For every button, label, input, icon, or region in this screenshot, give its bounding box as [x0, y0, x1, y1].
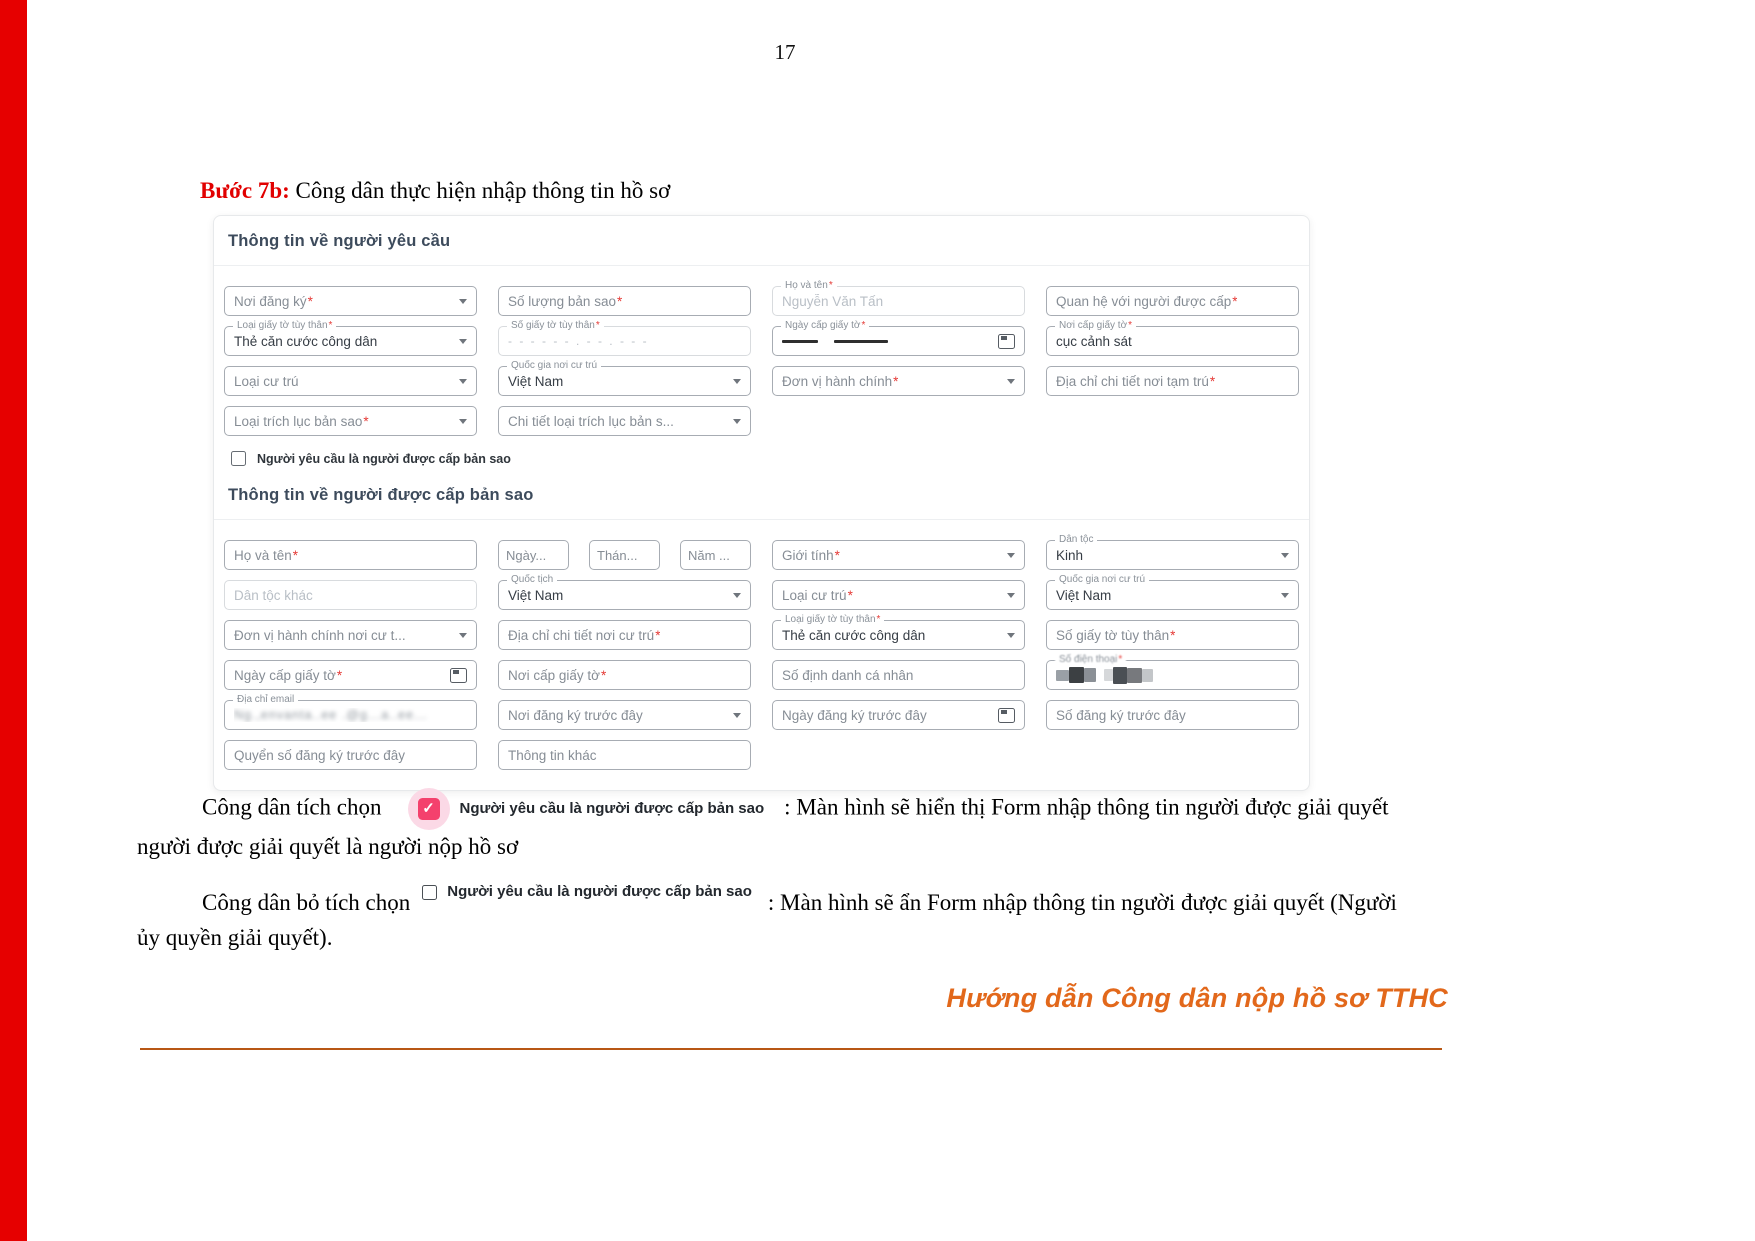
noi-dang-ky-truoc-day-content: [508, 708, 725, 723]
so-dang-ky-truoc-day-content: [1056, 708, 1289, 723]
dia-chi-chi-tiet-noi-tam-tru-content: [1056, 374, 1289, 389]
loai-giay-to-tuy-than-nguoi-duoc-cap-field[interactable]: [772, 614, 1025, 650]
nam-sinh-field[interactable]: [680, 540, 751, 570]
chevron-down-icon: [1007, 379, 1015, 384]
quan-he-voi-nguoi-duoc-cap-content: [1056, 294, 1289, 309]
required-asterisk: *: [847, 587, 853, 603]
dia-chi-chi-tiet-noi-tam-tru-placeholder: Địa chỉ chi tiết nơi tạm trú*: [1056, 373, 1216, 389]
loai-giay-to-tuy-than-value: Thẻ căn cước công dân: [234, 333, 378, 349]
so-dang-ky-truoc-day-placeholder: Số đăng ký trước đây: [1056, 707, 1186, 723]
noi-cap-giay-to-float-label: Nơi cấp giấy tờ*: [1055, 320, 1136, 332]
chevron-down-icon: [1281, 553, 1289, 558]
footer-rule: [140, 1048, 1442, 1050]
quoc-gia-noi-cu-tru-field[interactable]: [498, 360, 751, 396]
so-giay-to-tuy-than-nguoi-duoc-cap-field[interactable]: [1046, 620, 1299, 650]
dia-chi-email-float-label: Địa chỉ email: [233, 694, 298, 706]
figure-checkbox-label: Người yêu cầu là người được cấp bản sao: [447, 883, 752, 901]
dia-chi-email-redacted-value: Ng.,envanta..ee .@g...a..ee...: [234, 708, 428, 722]
so-giay-to-tuy-than-float-label: Số giấy tờ tùy thân*: [507, 320, 604, 332]
loai-cu-tru-content: [234, 374, 451, 389]
nam-sinh-content: [688, 548, 743, 563]
ho-va-ten-nguoi-yeu-cau-float-label: Họ và tên*: [781, 280, 837, 292]
so-dinh-danh-ca-nhan-content: [782, 668, 1015, 683]
ngay-cap-giay-to-content: [782, 340, 990, 343]
ho-va-ten-nguoi-yeu-cau-value: Nguyễn Văn Tấn: [782, 293, 884, 309]
dan-toc-field[interactable]: [1046, 534, 1299, 570]
required-asterisk: *: [595, 320, 600, 331]
noi-dang-ky-truoc-day-placeholder: Nơi đăng ký trước đây: [508, 707, 643, 723]
form-screenshot: [213, 215, 1310, 791]
don-vi-hanh-chinh-placeholder: Đơn vị hành chính*: [782, 373, 899, 389]
document-footer: Hướng dẫn Công dân nộp hồ sơ TTHC: [946, 983, 1448, 1013]
dia-chi-chi-tiet-noi-cu-tru-field[interactable]: [498, 620, 751, 650]
checkbox-halo: [408, 788, 450, 830]
thong-tin-khac-content: [508, 748, 741, 763]
noi-cap-giay-to-nguoi-duoc-cap-content: [508, 668, 741, 683]
so-dien-thoai-pixel-redaction: [1104, 669, 1113, 681]
so-luong-ban-sao-placeholder: Số lượng bản sao*: [508, 293, 623, 309]
loai-cu-tru-field[interactable]: [224, 366, 477, 396]
noi-dang-ky-truoc-day-field[interactable]: [498, 700, 751, 730]
section1-title: Thông tin về người yêu cầu: [228, 232, 451, 250]
so-luong-ban-sao-content: [508, 294, 741, 309]
ngay-sinh-placeholder: Ngày...: [506, 547, 547, 563]
quoc-tich-content: [508, 588, 725, 603]
ngay-cap-giay-to-float-label: Ngày cấp giấy tờ*: [781, 320, 869, 332]
required-asterisk: *: [292, 547, 299, 563]
quyen-so-dang-ky-truoc-day-content: [234, 748, 467, 763]
loai-trich-luc-ban-sao-content: [234, 414, 451, 429]
nam-sinh-placeholder: Năm ...: [688, 547, 730, 563]
required-asterisk: *: [834, 547, 840, 563]
dia-chi-chi-tiet-noi-cu-tru-content: [508, 628, 741, 643]
loai-giay-to-tuy-than-field[interactable]: [224, 320, 477, 356]
ho-va-ten-field[interactable]: [224, 540, 477, 570]
paragraph-check-unselected: [137, 883, 1448, 955]
don-vi-hanh-chinh-content: [782, 374, 999, 389]
required-asterisk: *: [1232, 293, 1238, 309]
so-giay-to-tuy-than-nguoi-duoc-cap-content: [1056, 628, 1289, 643]
quan-he-voi-nguoi-duoc-cap-field[interactable]: [1046, 286, 1299, 316]
noi-cap-giay-to-nguoi-duoc-cap-placeholder: Nơi cấp giấy tờ*: [508, 667, 607, 683]
so-dien-thoai-pixel-redaction: [1113, 667, 1127, 684]
so-dien-thoai-pixel-redaction: [1127, 668, 1142, 683]
ngay-sinh-content: [506, 548, 561, 563]
calendar-icon: [998, 334, 1015, 349]
figure-checkbox-label: Người yêu cầu là người được cấp bản sao: [459, 799, 765, 817]
chevron-down-icon: [733, 379, 741, 384]
gioi-tinh-field[interactable]: [772, 540, 1025, 570]
so-giay-to-tuy-than-field[interactable]: [498, 320, 751, 356]
ngay-cap-giay-to-nguoi-duoc-cap-placeholder: Ngày cấp giấy tờ*: [234, 667, 343, 683]
ngay-sinh-field[interactable]: [498, 540, 569, 570]
so-dinh-danh-ca-nhan-field[interactable]: [772, 660, 1025, 690]
quoc-gia-noi-cu-tru-float-label: Quốc gia nơi cư trú: [507, 360, 601, 372]
chevron-down-icon: [733, 419, 741, 424]
loai-cu-tru-nguoi-duoc-cap-placeholder: Loại cư trú*: [782, 587, 853, 603]
ngay-cap-giay-to-redaction-bar: [834, 340, 888, 343]
thong-tin-khac-placeholder: Thông tin khác: [508, 747, 597, 763]
step-heading: [200, 178, 670, 204]
loai-cu-tru-nguoi-duoc-cap-content: [782, 588, 999, 603]
required-asterisk: *: [876, 614, 881, 625]
requester-fields-grid: [224, 280, 1299, 436]
p2-before: Công dân bỏ tích chọn: [202, 890, 411, 915]
dia-chi-email-field[interactable]: [224, 694, 477, 730]
recipient-fields-grid: [224, 534, 1299, 770]
required-asterisk: *: [616, 293, 623, 309]
ngay-dang-ky-truoc-day-content: [782, 708, 990, 723]
gioi-tinh-content: [782, 548, 999, 563]
loai-trich-luc-ban-sao-placeholder: Loại trích lục bản sao*: [234, 413, 369, 429]
don-vi-hanh-chinh-noi-cu-tru-content: [234, 628, 451, 643]
chevron-down-icon: [733, 713, 741, 718]
thang-sinh-content: [597, 548, 652, 563]
ho-va-ten-nguoi-yeu-cau-content: [782, 294, 1015, 309]
required-asterisk: *: [363, 413, 369, 429]
so-giay-to-tuy-than-redacted-value: - - - - - - . - - . - - -: [508, 334, 649, 348]
chevron-down-icon: [1007, 593, 1015, 598]
loai-trich-luc-ban-sao-field[interactable]: [224, 406, 477, 436]
so-dien-thoai-field[interactable]: [1046, 654, 1299, 690]
thong-tin-khac-field[interactable]: [498, 740, 751, 770]
required-asterisk: *: [601, 667, 607, 683]
dan-toc-khac-field[interactable]: [224, 580, 477, 610]
loai-cu-tru-nguoi-duoc-cap-field[interactable]: [772, 580, 1025, 610]
required-asterisk: *: [1118, 654, 1123, 665]
quoc-tich-field[interactable]: [498, 574, 751, 610]
so-luong-ban-sao-field[interactable]: [498, 286, 751, 316]
ngay-dang-ky-truoc-day-field[interactable]: [772, 700, 1025, 730]
chevron-down-icon: [459, 299, 467, 304]
so-dien-thoai-float-label: Số điện thoại*: [1055, 654, 1126, 666]
quoc-tich-float-label: Quốc tịch: [507, 574, 557, 586]
chi-tiet-loai-trich-luc-ban-sao-placeholder: Chi tiết loại trích lục bản s...: [508, 413, 674, 429]
so-giay-to-tuy-than-nguoi-duoc-cap-placeholder: Số giấy tờ tùy thân*: [1056, 627, 1176, 643]
chi-tiet-loai-trich-luc-ban-sao-content: [508, 414, 725, 429]
noi-dang-ky-content: [234, 294, 451, 309]
thang-sinh-placeholder: Thán...: [597, 547, 638, 563]
section1-divider: [214, 265, 1309, 266]
loai-giay-to-tuy-than-float-label: Loại giấy tờ tùy thân*: [233, 320, 336, 332]
unchecked-checkbox-icon: [422, 885, 437, 900]
required-asterisk: *: [307, 293, 313, 309]
quoc-gia-noi-cu-tru-nguoi-duoc-cap-content: [1056, 588, 1273, 603]
noi-dang-ky-field[interactable]: [224, 286, 477, 316]
required-asterisk: *: [1209, 373, 1216, 389]
quoc-gia-noi-cu-tru-content: [508, 374, 725, 389]
noi-cap-giay-to-field[interactable]: [1046, 320, 1299, 356]
don-vi-hanh-chinh-noi-cu-tru-field[interactable]: [224, 620, 477, 650]
required-asterisk: *: [828, 280, 833, 291]
dan-toc-content: [1056, 548, 1273, 563]
dan-toc-khac-placeholder: Dân tộc khác: [234, 587, 313, 603]
chevron-down-icon: [733, 593, 741, 598]
chevron-down-icon: [459, 379, 467, 384]
dan-toc-float-label: Dân tộc: [1055, 534, 1097, 546]
p1-after: : Màn hình sẽ hiển thị Form nhập thông tin người được giải quyết: [784, 794, 1389, 820]
so-dinh-danh-ca-nhan-placeholder: Số định danh cá nhân: [782, 667, 914, 683]
chevron-down-icon: [459, 419, 467, 424]
noi-cap-giay-to-content: [1056, 334, 1289, 349]
quan-he-voi-nguoi-duoc-cap-placeholder: Quan hệ với người được cấp*: [1056, 293, 1238, 309]
don-vi-hanh-chinh-noi-cu-tru-placeholder: Đơn vị hành chính nơi cư t...: [234, 627, 406, 643]
quoc-gia-noi-cu-tru-nguoi-duoc-cap-float-label: Quốc gia nơi cư trú: [1055, 574, 1149, 586]
noi-cap-giay-to-nguoi-duoc-cap-field[interactable]: [498, 660, 751, 690]
chevron-down-icon: [1007, 553, 1015, 558]
checkbox-icon[interactable]: [231, 451, 246, 466]
step-text: Công dân thực hiện nhập thông tin hồ sơ: [289, 178, 671, 203]
dia-chi-chi-tiet-noi-cu-tru-placeholder: Địa chỉ chi tiết nơi cư trú*: [508, 627, 661, 643]
dan-toc-khac-content: [234, 588, 467, 603]
checked-checkbox-figure: [408, 788, 765, 830]
noi-cap-giay-to-value: cục cảnh sát: [1056, 333, 1132, 349]
calendar-icon: [450, 668, 467, 683]
noi-dang-ky-placeholder: Nơi đăng ký*: [234, 293, 313, 309]
required-asterisk: *: [893, 373, 899, 389]
requester-is-recipient-checkbox[interactable]: [231, 451, 1299, 466]
so-dien-thoai-pixel-redaction: [1142, 669, 1153, 682]
ho-va-ten-placeholder: Họ và tên*: [234, 547, 299, 563]
ho-va-ten-content: [234, 548, 467, 563]
checkbox-label: Người yêu cầu là người được cấp bản sao: [257, 451, 511, 466]
left-red-strip: [0, 0, 27, 1241]
required-asterisk: *: [328, 320, 333, 331]
required-asterisk: *: [861, 320, 866, 331]
gioi-tinh-placeholder: Giới tính*: [782, 547, 840, 563]
chevron-down-icon: [1007, 633, 1015, 638]
dan-toc-value: Kinh: [1056, 547, 1084, 563]
loai-giay-to-tuy-than-nguoi-duoc-cap-value: Thẻ căn cước công dân: [782, 627, 926, 643]
checked-checkbox-icon: ✓: [418, 798, 440, 820]
loai-giay-to-tuy-than-nguoi-duoc-cap-float-label: Loại giấy tờ tùy thân*: [781, 614, 884, 626]
quyen-so-dang-ky-truoc-day-field[interactable]: [224, 740, 477, 770]
unchecked-checkbox-figure: [422, 881, 752, 904]
quyen-so-dang-ky-truoc-day-placeholder: Quyển số đăng ký trước đây: [234, 747, 405, 763]
so-dien-thoai-pixel-redaction: [1069, 667, 1084, 683]
p1-before: Công dân tích chọn: [202, 794, 382, 820]
so-dien-thoai-pixel-redaction: [1084, 668, 1096, 682]
section2-divider: [214, 519, 1309, 520]
loai-cu-tru-placeholder: Loại cư trú: [234, 373, 299, 389]
loai-giay-to-tuy-than-content: [234, 334, 451, 349]
step-label: Bước 7b:: [200, 178, 290, 203]
chi-tiet-loai-trich-luc-ban-sao-field[interactable]: [498, 406, 751, 436]
page-number: 17: [774, 40, 796, 64]
section2-title: Thông tin về người được cấp bản sao: [228, 486, 534, 504]
so-dien-thoai-pixel-redaction: [1056, 670, 1069, 681]
so-dien-thoai-content: [1056, 667, 1289, 684]
chevron-down-icon: [1281, 593, 1289, 598]
required-asterisk: *: [1128, 320, 1133, 331]
ngay-cap-giay-to-nguoi-duoc-cap-field[interactable]: [224, 660, 477, 690]
required-asterisk: *: [655, 627, 661, 643]
ngay-dang-ky-truoc-day-placeholder: Ngày đăng ký trước đây: [782, 707, 927, 723]
ngay-cap-giay-to-field[interactable]: [772, 320, 1025, 356]
required-asterisk: *: [1170, 627, 1176, 643]
chevron-down-icon: [459, 339, 467, 344]
ngay-cap-giay-to-redaction-bar: [782, 340, 818, 343]
quoc-tich-value: Việt Nam: [508, 587, 564, 603]
quoc-gia-noi-cu-tru-nguoi-duoc-cap-value: Việt Nam: [1056, 587, 1112, 603]
p2-after: : Màn hình sẽ ẩn Form nhập thông tin người được giải quyết (Người: [767, 890, 1397, 915]
loai-giay-to-tuy-than-nguoi-duoc-cap-content: [782, 628, 999, 643]
so-giay-to-tuy-than-content: [508, 334, 741, 348]
p1-line2: người được giải quyết là người nộp hồ sơ: [137, 834, 519, 859]
dia-chi-chi-tiet-noi-tam-tru-field[interactable]: [1046, 366, 1299, 396]
dia-chi-email-content: [234, 708, 467, 722]
ngay-cap-giay-to-nguoi-duoc-cap-content: [234, 668, 442, 683]
don-vi-hanh-chinh-field[interactable]: [772, 366, 1025, 396]
required-asterisk: *: [336, 667, 343, 683]
thang-sinh-field[interactable]: [589, 540, 660, 570]
calendar-icon: [998, 708, 1015, 723]
ho-va-ten-nguoi-yeu-cau-field[interactable]: [772, 280, 1025, 316]
birthdate-group: [498, 540, 751, 570]
p2-line2: ủy quyền giải quyết).: [137, 924, 333, 950]
so-dang-ky-truoc-day-field[interactable]: [1046, 700, 1299, 730]
chevron-down-icon: [459, 633, 467, 638]
quoc-gia-noi-cu-tru-nguoi-duoc-cap-field[interactable]: [1046, 574, 1299, 610]
paragraph-check-selected: [137, 788, 1448, 865]
quoc-gia-noi-cu-tru-value: Việt Nam: [508, 373, 564, 389]
